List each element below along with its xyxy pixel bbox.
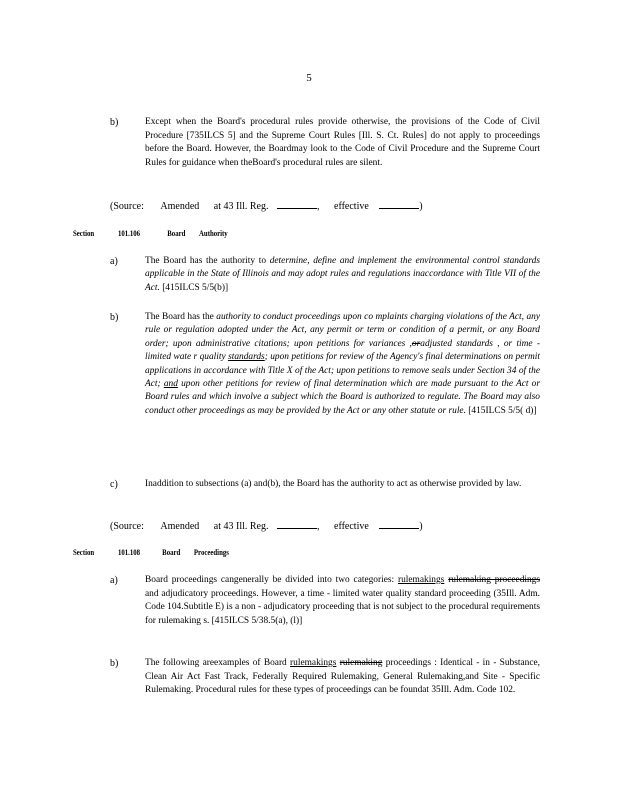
para-108b-text-1: The following areexamples of Board xyxy=(145,658,287,668)
para-108a-inserted: rulemakings xyxy=(397,575,445,585)
para-b-statutory-2: adjusted standards , or time - limited wate r quality xyxy=(145,338,540,363)
source-note-101-104 xyxy=(110,199,423,212)
paragraph-101-104-b: Except when the Board's procedural rules provide otherwise, the provisions of the Code of Civil Procedure [735ILCS 5] and the Supreme Court Rules [Ill. S. Ct. Rules] do not apply to proceedings before the Board. However, the Boardmay look to the Code of Civil Procedure and the Supreme Court Rules for guidance when theBoard's procedural rules are silent. xyxy=(145,117,540,168)
source-note-101-106 xyxy=(110,519,423,532)
source-comma: , xyxy=(317,521,320,532)
source-blank-effective xyxy=(379,519,419,529)
paragraph-101-106-c: Inaddition to subsections (a) and(b), the Board has the authority to act as otherwise provided by law. xyxy=(145,479,522,489)
para-a-plain: The Board has the authority to xyxy=(145,256,267,266)
para-b-citation: [415ILCS 5/5( d)] xyxy=(465,405,537,416)
section-number: 101.106 xyxy=(117,229,141,238)
para-108b-deleted: rulemaking xyxy=(339,658,383,668)
paragraph-101-108-b xyxy=(145,657,540,698)
section-word: Section xyxy=(73,548,95,557)
page-number: 5 xyxy=(306,72,312,84)
para-108b-text-2: proceedings : Identical - in - Substance, Clean Air Act Fast Track, Federally Required Rulemaking, General Rulemaking,and Site - Specific Rulemaking. Procedural rules for these types of proceedings can be foundat 35Ill. Adm. Code 102. xyxy=(145,658,541,695)
subsection-label-b: b) xyxy=(110,312,119,323)
para-a-citation: [415ILCS 5/5(b)] xyxy=(159,282,229,293)
source-effective: effective xyxy=(334,521,369,532)
section-title-word-1: Board xyxy=(162,548,181,557)
source-reg: at 43 Ill. Reg. xyxy=(213,201,269,212)
para-b-underline-standards: standards xyxy=(228,352,265,363)
para-b-underline-and: and xyxy=(163,379,178,390)
para-b-statutory-4: upon other petitions for review of final determination which are made pursuant to the Act or Board rules and which involve a subject which the Board is authorized to regulate. The Board may also conduct other proceedings as may be provided by the Act or any other statute or rule. xyxy=(145,379,541,416)
subsection-label-b: b) xyxy=(110,117,119,128)
source-close: ) xyxy=(419,201,423,212)
para-108a-deleted: rulemaking proceedings xyxy=(448,575,541,585)
para-a-statutory: determine, define and implement the environmental control standards applicable in the State of Illinois and may adopt rules and regulations inaccordance with Title VII of the Act. xyxy=(145,256,540,293)
section-title-word-1: Board xyxy=(167,229,186,238)
subsection-label-a: a) xyxy=(110,575,118,586)
para-b-statutory-1: authority to conduct proceedings upon co mplaints charging violations of the Act, any rule or regulation adopted under the Act, any permit or term or condition of a permit, or any Board order; upon administrative citations; upon petitions for variances , xyxy=(145,312,541,349)
source-comma: , xyxy=(317,201,320,212)
source-amended: Amended xyxy=(160,521,200,532)
subsection-label-c: c) xyxy=(110,479,118,490)
source-blank-effective xyxy=(379,199,419,209)
source-amended: Amended xyxy=(160,201,200,212)
source-open: (Source: xyxy=(110,201,144,212)
para-108a-text-1: Board proceedings cangenerally be divided into two categories: xyxy=(145,575,395,585)
section-word: Section xyxy=(73,229,95,238)
source-blank-reg xyxy=(277,519,317,529)
para-b-statutory-3: ; upon petitions for review of the Agency's final determinations on permit applications in accordance with Title X of the Act; upon petitions to remove seals under Section 34 of the Act; xyxy=(145,352,540,390)
subsection-label-b: b) xyxy=(110,658,119,669)
source-reg: at 43 Ill. Reg. xyxy=(213,521,269,532)
section-heading-101-108 xyxy=(73,548,229,557)
para-108a-text-2: and adjudicatory proceedings. However, a time - limited water quality standard proceeding (35Ill. Adm. Code 104.Subtitle E) is a non - adjudicatory proceeding that is not subject to the procedural requirements for rulemaking s. [415ILCS 5/38.5(a), (l)] xyxy=(145,588,540,626)
source-blank-reg xyxy=(277,199,317,209)
section-heading-101-106 xyxy=(73,229,228,238)
para-b-strike-or: or xyxy=(411,338,421,349)
source-effective: effective xyxy=(334,201,369,212)
section-title-word-2: Proceedings xyxy=(193,548,229,557)
para-108b-inserted: rulemakings xyxy=(290,658,337,668)
para-b-plain: The Board has the xyxy=(145,312,214,322)
source-close: ) xyxy=(419,521,423,532)
paragraph-101-106-a xyxy=(145,255,540,295)
subsection-label-a: a) xyxy=(110,256,118,267)
paragraph-101-108-a xyxy=(145,574,540,628)
section-number: 101.108 xyxy=(117,548,141,557)
paragraph-101-106-b xyxy=(145,311,540,418)
section-title-word-2: Authority xyxy=(198,229,228,238)
source-open: (Source: xyxy=(110,521,144,532)
